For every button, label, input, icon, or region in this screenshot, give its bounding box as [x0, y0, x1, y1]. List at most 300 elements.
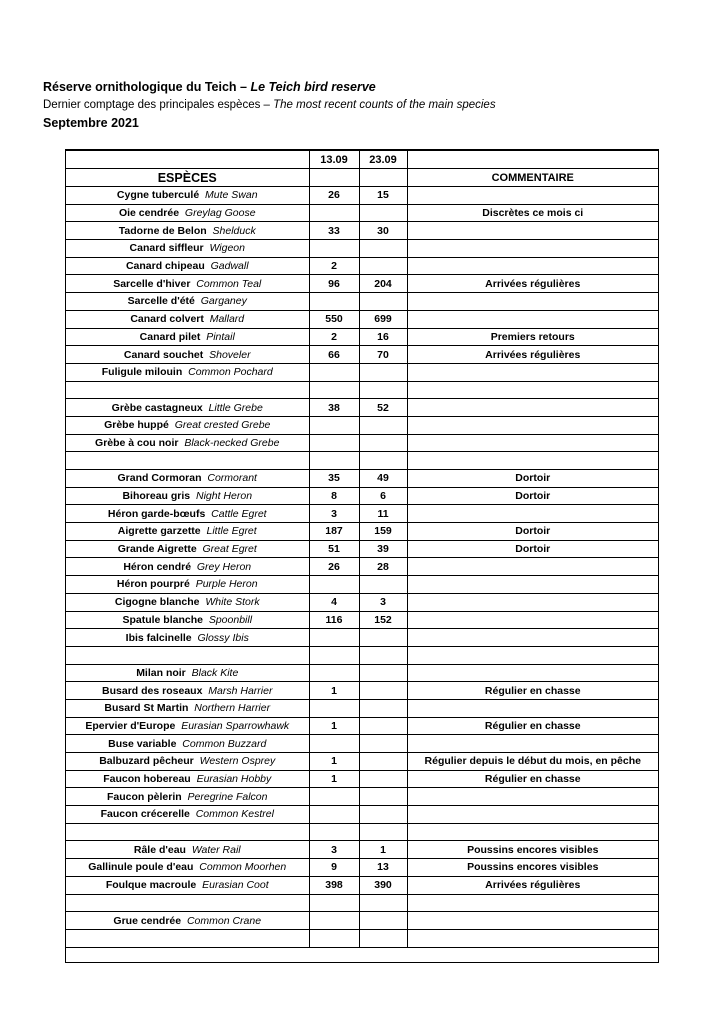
species-cell — [66, 859, 309, 877]
species-cell — [66, 876, 309, 894]
count-23-09-cell: 28 — [359, 558, 407, 576]
title-separator: – — [236, 80, 251, 94]
count-23-09-cell — [359, 717, 407, 735]
table-row — [66, 487, 658, 505]
count-13-09-cell — [309, 204, 359, 222]
table-row — [66, 576, 658, 594]
comment-cell: Régulier en chasse — [407, 717, 658, 735]
table-row — [66, 806, 658, 824]
species-name-en: Spoonbill — [208, 613, 253, 626]
table-row — [66, 593, 658, 611]
species-name-fr: Sarcelle d'été — [127, 295, 195, 308]
species-name-en: Northern Harrier — [194, 702, 271, 715]
species-name-en: Common Pochard — [188, 366, 273, 379]
comment-cell: Poussins encores visibles — [407, 859, 658, 877]
table-row — [66, 399, 658, 417]
species-name-en: Pintail — [206, 330, 235, 343]
species-cell — [66, 240, 309, 258]
comment-cell — [407, 664, 658, 682]
date2-header: 23.09 — [359, 151, 407, 169]
count-13-09-cell: 4 — [309, 593, 359, 611]
species-name-fr: Râle d'eau — [133, 843, 186, 856]
count-23-09-cell — [359, 664, 407, 682]
species-cell — [66, 275, 309, 293]
species-name-en: Purple Heron — [195, 578, 258, 591]
species-name-en: Water Rail — [191, 843, 241, 856]
count-13-09-cell — [309, 576, 359, 594]
species-name-fr: Faucon crécerelle — [100, 808, 190, 821]
table-row — [66, 629, 658, 647]
species-name-en: Cormorant — [207, 472, 257, 485]
table-row — [66, 912, 658, 930]
comment-cell — [407, 293, 658, 311]
count-13-09-cell: 1 — [309, 682, 359, 700]
table-row — [66, 363, 658, 381]
count-23-09-cell: 13 — [359, 859, 407, 877]
species-cell — [66, 788, 309, 806]
count-13-09-cell: 35 — [309, 470, 359, 488]
species-cell — [66, 487, 309, 505]
comment-cell — [407, 257, 658, 275]
species-name-en: Marsh Harrier — [208, 684, 273, 697]
count-23-09-cell — [359, 929, 407, 947]
species-name-fr: Cigogne blanche — [114, 596, 200, 609]
species-name-fr: Buse variable — [108, 737, 177, 750]
species-name-en: Greylag Goose — [184, 207, 256, 220]
comment-cell — [407, 381, 658, 399]
comment-cell: Dortoir — [407, 523, 658, 541]
species-cell — [66, 363, 309, 381]
comment-cell — [407, 735, 658, 753]
species-cell — [66, 204, 309, 222]
species-cell — [66, 770, 309, 788]
count-23-09-cell: 70 — [359, 346, 407, 364]
comment-cell — [407, 611, 658, 629]
species-name-en: Eurasian Sparrowhawk — [181, 719, 290, 732]
count-23-09-cell — [359, 416, 407, 434]
comment-cell — [407, 310, 658, 328]
count-23-09-cell: 1 — [359, 841, 407, 859]
count-13-09-cell: 116 — [309, 611, 359, 629]
count-13-09-cell — [309, 788, 359, 806]
comment-cell: Régulier en chasse — [407, 682, 658, 700]
count-13-09-cell: 3 — [309, 841, 359, 859]
count-13-09-cell: 26 — [309, 187, 359, 205]
species-name-en: Common Crane — [186, 914, 262, 927]
species-name-fr: Gallinule poule d'eau — [88, 861, 194, 874]
comment-cell: Arrivées régulières — [407, 275, 658, 293]
comment-cell: Discrètes ce mois ci — [407, 204, 658, 222]
table-row — [66, 841, 658, 859]
species-cell — [66, 523, 309, 541]
comment-cell — [407, 222, 658, 240]
species-name-fr: Bihoreau gris — [122, 490, 191, 503]
comment-cell — [407, 699, 658, 717]
table-row — [66, 611, 658, 629]
count-13-09-cell: 3 — [309, 505, 359, 523]
species-cell — [66, 664, 309, 682]
count-13-09-cell: 8 — [309, 487, 359, 505]
species-cell — [66, 381, 309, 399]
count-13-09-cell — [309, 894, 359, 912]
species-name-en: Great Egret — [202, 543, 257, 556]
count-23-09-cell — [359, 381, 407, 399]
species-name-en: Night Heron — [196, 490, 253, 503]
count-23-09-cell: 49 — [359, 470, 407, 488]
count-13-09-cell: 26 — [309, 558, 359, 576]
species-cell — [66, 470, 309, 488]
comment-cell — [407, 823, 658, 841]
species-cell — [66, 328, 309, 346]
count-23-09-cell — [359, 363, 407, 381]
date-header-row — [66, 151, 658, 169]
count-13-09-cell: 66 — [309, 346, 359, 364]
count-13-09-cell — [309, 823, 359, 841]
species-name-fr: Milan noir — [136, 666, 186, 679]
comment-cell: Poussins encores visibles — [407, 841, 658, 859]
species-cell — [66, 912, 309, 930]
species-name-fr: Cygne tuberculé — [116, 189, 200, 202]
comment-cell: Régulier depuis le début du mois, en pêche — [407, 753, 658, 771]
species-cell — [66, 293, 309, 311]
table-row — [66, 187, 658, 205]
species-cell — [66, 841, 309, 859]
species-name-en: Western Osprey — [199, 755, 276, 768]
species-name-fr: Balbuzard pêcheur — [99, 755, 194, 768]
species-name-fr: Busard St Martin — [104, 702, 189, 715]
table-row — [66, 416, 658, 434]
count-23-09-cell: 52 — [359, 399, 407, 417]
species-cell — [66, 823, 309, 841]
table-row — [66, 222, 658, 240]
header-blank-cell — [66, 151, 309, 169]
comment-cell — [407, 894, 658, 912]
species-name-fr: Oie cendrée — [118, 207, 180, 220]
count-13-09-cell: 33 — [309, 222, 359, 240]
species-cell — [66, 611, 309, 629]
count-23-09-cell — [359, 806, 407, 824]
comment-cell — [407, 646, 658, 664]
table-row — [66, 240, 658, 258]
blank-cell — [359, 169, 407, 187]
species-name-en: Eurasian Hobby — [196, 773, 272, 786]
table-row — [66, 558, 658, 576]
table-row — [66, 770, 658, 788]
species-name-fr: Faucon hobereau — [103, 773, 191, 786]
count-13-09-cell — [309, 416, 359, 434]
species-name-en: Shoveler — [209, 348, 251, 361]
count-23-09-cell — [359, 770, 407, 788]
comment-cell: Dortoir — [407, 470, 658, 488]
count-13-09-cell — [309, 929, 359, 947]
count-23-09-cell — [359, 452, 407, 470]
column-title-row — [66, 169, 658, 187]
table-row — [66, 470, 658, 488]
count-23-09-cell: 11 — [359, 505, 407, 523]
species-name-en: Common Moorhen — [199, 861, 287, 874]
comment-cell — [407, 399, 658, 417]
count-23-09-cell: 390 — [359, 876, 407, 894]
species-name-fr: Busard des roseaux — [102, 684, 203, 697]
count-13-09-cell: 187 — [309, 523, 359, 541]
document-subtitle — [43, 99, 496, 111]
count-23-09-cell — [359, 699, 407, 717]
species-name-en: Little Grebe — [208, 401, 263, 414]
count-23-09-cell: 16 — [359, 328, 407, 346]
count-23-09-cell: 30 — [359, 222, 407, 240]
comment-cell — [407, 240, 658, 258]
table-row — [66, 682, 658, 700]
count-13-09-cell — [309, 381, 359, 399]
count-23-09-cell — [359, 257, 407, 275]
species-name-en: White Stork — [205, 596, 260, 609]
count-13-09-cell — [309, 434, 359, 452]
species-name-fr: Grèbe castagneux — [111, 401, 203, 414]
count-23-09-cell — [359, 735, 407, 753]
count-23-09-cell — [359, 894, 407, 912]
species-name-fr: Epervier d'Europe — [85, 719, 176, 732]
comment-cell: Premiers retours — [407, 328, 658, 346]
count-13-09-cell — [309, 293, 359, 311]
species-cell — [66, 929, 309, 947]
comment-cell — [407, 452, 658, 470]
table-row — [66, 381, 658, 399]
species-name-fr: Faucon pèlerin — [107, 790, 182, 803]
comment-cell: Dortoir — [407, 487, 658, 505]
species-name-fr: Héron pourpré — [116, 578, 190, 591]
document-title — [43, 80, 376, 94]
subtitle-separator: – — [260, 99, 274, 111]
count-13-09-cell — [309, 452, 359, 470]
species-cell — [66, 540, 309, 558]
species-cell — [66, 629, 309, 647]
count-23-09-cell — [359, 753, 407, 771]
species-cell — [66, 310, 309, 328]
table-row — [66, 699, 658, 717]
species-cell — [66, 682, 309, 700]
count-13-09-cell — [309, 735, 359, 753]
table-row — [66, 753, 658, 771]
count-23-09-cell: 6 — [359, 487, 407, 505]
table-row — [66, 328, 658, 346]
count-23-09-cell — [359, 788, 407, 806]
count-23-09-cell — [359, 682, 407, 700]
count-23-09-cell: 159 — [359, 523, 407, 541]
species-name-en: Peregrine Falcon — [187, 790, 268, 803]
species-name-fr: Ibis falcinelle — [125, 631, 192, 644]
species-cell — [66, 576, 309, 594]
species-name-fr: Grande Aigrette — [117, 543, 197, 556]
table-row — [66, 275, 658, 293]
count-23-09-cell: 204 — [359, 275, 407, 293]
species-cell — [66, 257, 309, 275]
comment-cell — [407, 929, 658, 947]
species-count-table — [65, 149, 659, 963]
blank-cell — [309, 169, 359, 187]
count-23-09-cell — [359, 240, 407, 258]
comment-cell — [407, 629, 658, 647]
species-name-en: Cattle Egret — [211, 507, 267, 520]
comment-cell — [407, 505, 658, 523]
table-row — [66, 434, 658, 452]
comment-cell — [407, 363, 658, 381]
table-row — [66, 452, 658, 470]
species-name-en: Grey Heron — [196, 560, 252, 573]
table-row — [66, 823, 658, 841]
species-name-en: Common Buzzard — [182, 737, 267, 750]
table-row — [66, 505, 658, 523]
comment-cell: Dortoir — [407, 540, 658, 558]
species-cell — [66, 717, 309, 735]
species-name-fr: Spatule blanche — [122, 613, 203, 626]
count-13-09-cell: 398 — [309, 876, 359, 894]
title-fr: Réserve ornithologique du Teich — [43, 80, 237, 94]
species-name-fr: Grue cendrée — [113, 914, 182, 927]
species-name-en: Mute Swan — [205, 189, 258, 202]
species-cell — [66, 646, 309, 664]
species-name-en: Glossy Ibis — [197, 631, 249, 644]
species-name-en: Eurasian Coot — [202, 879, 269, 892]
table-row — [66, 859, 658, 877]
comment-cell — [407, 434, 658, 452]
table-row — [66, 717, 658, 735]
species-cell — [66, 806, 309, 824]
comment-cell: Régulier en chasse — [407, 770, 658, 788]
count-23-09-cell — [359, 823, 407, 841]
comment-cell — [407, 576, 658, 594]
count-23-09-cell — [359, 434, 407, 452]
species-name-en: Shelduck — [212, 224, 256, 237]
species-name-en: Great crested Grebe — [174, 419, 271, 432]
species-name-en: Little Egret — [206, 525, 257, 538]
count-13-09-cell — [309, 646, 359, 664]
table-row — [66, 540, 658, 558]
species-name-fr: Fuligule milouin — [101, 366, 183, 379]
table-row — [66, 735, 658, 753]
species-name-fr: Canard pilet — [139, 330, 201, 343]
table-row — [66, 929, 658, 947]
species-cell — [66, 699, 309, 717]
table-row — [66, 257, 658, 275]
table-row — [66, 664, 658, 682]
count-13-09-cell: 2 — [309, 257, 359, 275]
table-row — [66, 346, 658, 364]
count-23-09-cell: 699 — [359, 310, 407, 328]
species-name-en: Gadwall — [210, 260, 249, 273]
species-cell — [66, 222, 309, 240]
species-cell — [66, 452, 309, 470]
comment-cell — [407, 558, 658, 576]
species-cell — [66, 434, 309, 452]
subtitle-en: The most recent counts of the main species — [273, 99, 496, 111]
comment-cell — [407, 416, 658, 434]
species-name-fr: Canard souchet — [123, 348, 204, 361]
species-cell — [66, 346, 309, 364]
count-13-09-cell: 1 — [309, 717, 359, 735]
count-13-09-cell: 1 — [309, 770, 359, 788]
species-name-fr: Héron garde-bœufs — [107, 507, 206, 520]
count-23-09-cell: 15 — [359, 187, 407, 205]
species-name-fr: Tadorne de Belon — [118, 224, 207, 237]
comment-cell — [407, 788, 658, 806]
comment-cell — [407, 806, 658, 824]
species-name-en: Common Kestrel — [195, 808, 274, 821]
species-table — [66, 150, 658, 948]
species-name-en: Common Teal — [196, 277, 262, 290]
count-13-09-cell: 2 — [309, 328, 359, 346]
species-name-en: Garganey — [200, 295, 247, 308]
species-cell — [66, 735, 309, 753]
count-13-09-cell — [309, 806, 359, 824]
table-body — [66, 151, 658, 948]
count-13-09-cell — [309, 629, 359, 647]
table-row — [66, 788, 658, 806]
species-cell — [66, 894, 309, 912]
table-row — [66, 293, 658, 311]
count-13-09-cell — [309, 240, 359, 258]
species-name-fr: Sarcelle d'hiver — [113, 277, 191, 290]
count-13-09-cell — [309, 363, 359, 381]
count-13-09-cell: 9 — [309, 859, 359, 877]
count-23-09-cell: 39 — [359, 540, 407, 558]
species-name-fr: Canard colvert — [130, 313, 204, 326]
date1-header: 13.09 — [309, 151, 359, 169]
species-name-fr: Grand Cormoran — [117, 472, 202, 485]
count-23-09-cell — [359, 646, 407, 664]
species-cell — [66, 753, 309, 771]
comment-cell — [407, 912, 658, 930]
count-23-09-cell — [359, 912, 407, 930]
document-period: Septembre 2021 — [43, 116, 139, 130]
table-row — [66, 310, 658, 328]
subtitle-fr: Dernier comptage des principales espèces — [43, 99, 261, 111]
table-row — [66, 894, 658, 912]
species-name-fr: Canard chipeau — [125, 260, 205, 273]
count-23-09-cell — [359, 293, 407, 311]
count-23-09-cell — [359, 576, 407, 594]
count-13-09-cell — [309, 912, 359, 930]
count-23-09-cell: 3 — [359, 593, 407, 611]
comment-cell — [407, 187, 658, 205]
count-13-09-cell: 51 — [309, 540, 359, 558]
species-column-title: ESPÈCES — [66, 169, 309, 187]
species-cell — [66, 399, 309, 417]
species-cell — [66, 593, 309, 611]
species-name-fr: Aigrette garzette — [117, 525, 201, 538]
species-cell — [66, 558, 309, 576]
comment-column-title: COMMENTAIRE — [407, 169, 658, 187]
comment-cell: Arrivées régulières — [407, 876, 658, 894]
comment-cell — [407, 593, 658, 611]
count-13-09-cell: 1 — [309, 753, 359, 771]
species-name-en: Black Kite — [191, 666, 239, 679]
species-cell — [66, 505, 309, 523]
species-name-en: Wigeon — [209, 242, 245, 255]
count-23-09-cell — [359, 204, 407, 222]
count-23-09-cell — [359, 629, 407, 647]
table-row — [66, 876, 658, 894]
count-13-09-cell — [309, 699, 359, 717]
comment-cell: Arrivées régulières — [407, 346, 658, 364]
table-row — [66, 523, 658, 541]
count-13-09-cell: 96 — [309, 275, 359, 293]
species-cell — [66, 416, 309, 434]
table-row — [66, 204, 658, 222]
species-name-en: Mallard — [209, 313, 245, 326]
count-23-09-cell: 152 — [359, 611, 407, 629]
table-row — [66, 646, 658, 664]
count-13-09-cell: 38 — [309, 399, 359, 417]
